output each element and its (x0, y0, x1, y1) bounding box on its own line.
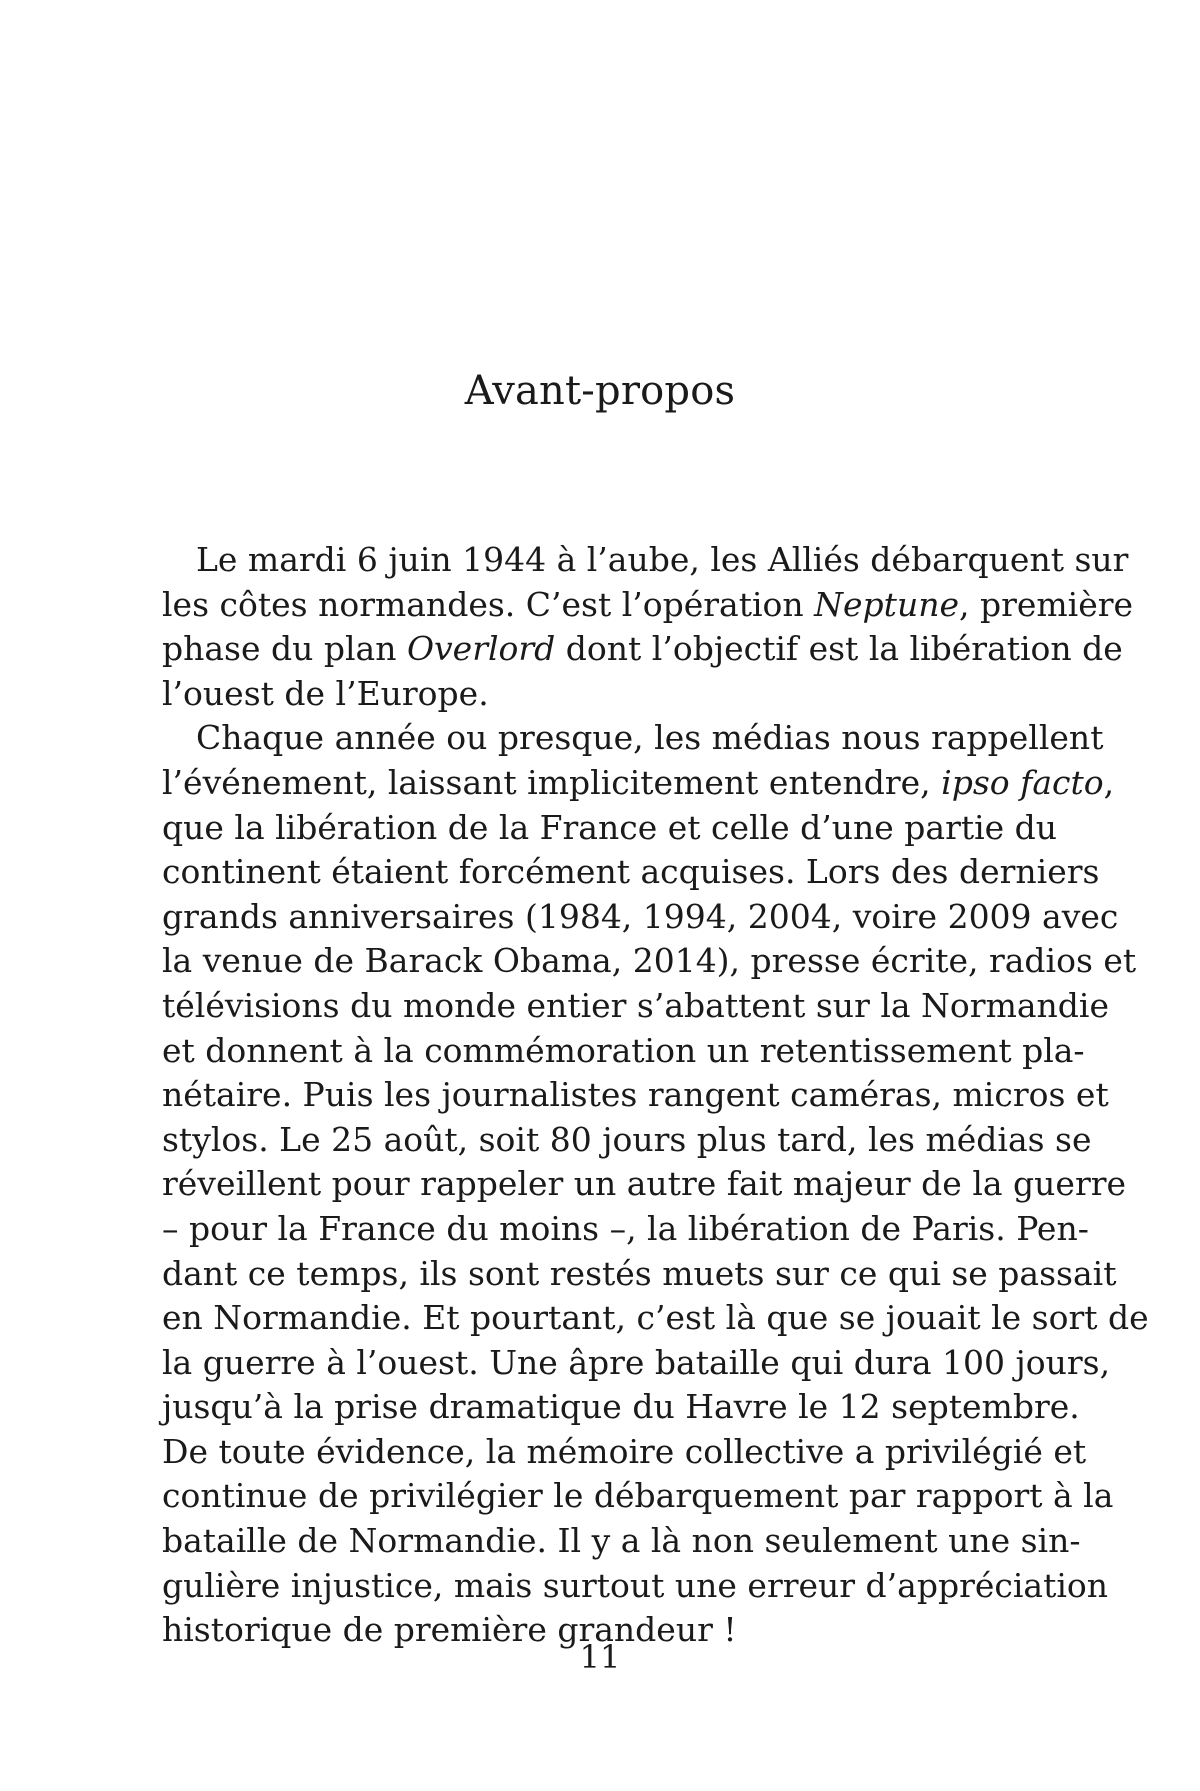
page-number: 11 (579, 1638, 621, 1676)
text-line (162, 1564, 1109, 1609)
text-line (162, 1118, 1092, 1163)
text-line (162, 1252, 1117, 1297)
text-segment: l’ouest de l’Europe. (162, 673, 489, 713)
text-line (162, 761, 1115, 806)
text-segment: télévisions du monde entier s’abattent sur la Normandie (162, 985, 1109, 1025)
paragraph (162, 716, 1149, 1652)
text-segment: De toute évidence, la mémoire collective a privilégié et (162, 1431, 1087, 1471)
text-segment: en Normandie. Et pourtant, c’est là que se jouait le sort de (162, 1298, 1149, 1338)
text-segment: Chaque année ou presque, les médias nous rappellent (196, 718, 1104, 758)
text-line (162, 1162, 1127, 1207)
text-segment: que la libération de la France et celle d’une partie du (162, 807, 1058, 847)
text-segment: et donnent à la commémoration un retentissement pla- (162, 1030, 1085, 1070)
text-segment: jusqu’à la prise dramatique du Havre le 12 septembre. (162, 1387, 1080, 1427)
text-segment: , première (958, 584, 1134, 624)
chapter-title: Avant-propos (464, 368, 736, 414)
italic-text: Neptune (814, 584, 959, 624)
text-segment: Le mardi 6 juin 1944 à l’aube, les Alliés débarquent sur (196, 540, 1129, 579)
text-line (162, 850, 1100, 895)
text-line (162, 1341, 1111, 1386)
text-segment: les côtes normandes. C’est l’opération (162, 584, 815, 624)
text-line (162, 716, 1104, 761)
paragraph (162, 538, 1134, 716)
text-line (162, 1385, 1080, 1430)
text-line (162, 583, 1134, 628)
italic-text: Overlord (406, 629, 556, 669)
text-line (162, 939, 1137, 984)
text-line (162, 627, 1123, 672)
text-line (162, 895, 1119, 940)
text-line (162, 1029, 1085, 1074)
text-segment: stylos. Le 25 août, soit 80 jours plus tard, les médias se (162, 1119, 1092, 1159)
text-line (162, 1073, 1109, 1118)
text-segment: grands anniversaires (1984, 1994, 2004, voire 2009 avec (162, 896, 1119, 936)
text-segment: , (1103, 762, 1115, 802)
text-segment: réveillent pour rappeler un autre fait majeur de la guerre (162, 1164, 1127, 1204)
text-line (162, 984, 1109, 1029)
text-segment: historique de première grandeur ! (162, 1610, 737, 1650)
text-line (162, 1519, 1081, 1564)
text-line (162, 1207, 1089, 1252)
text-line (162, 1296, 1149, 1341)
text-segment: l’événement, laissant implicitement entendre, (162, 762, 942, 802)
text-segment: gulière injustice, mais surtout une erreur d’appréciation (162, 1565, 1109, 1605)
text-segment: phase du plan (162, 629, 407, 669)
text-segment: dant ce temps, ils sont restés muets sur ce qui se passait (162, 1253, 1117, 1293)
text-segment: la venue de Barack Obama, 2014), presse écrite, radios et (162, 941, 1137, 981)
text-line (162, 1430, 1087, 1475)
text-segment: continent étaient forcément acquises. Lors des derniers (162, 852, 1100, 892)
text-segment: – pour la France du moins –, la libération de Paris. Pen- (162, 1208, 1089, 1248)
body-text (162, 538, 1149, 1653)
text-segment: dont l’objectif est la libération de (555, 629, 1123, 669)
text-line (162, 806, 1058, 851)
text-segment: continue de privilégier le débarquement par rapport à la (162, 1476, 1114, 1516)
text-segment: bataille de Normandie. Il y a là non seulement une sin- (162, 1521, 1081, 1561)
text-segment: la guerre à l’ouest. Une âpre bataille qui dura 100 jours, (162, 1342, 1111, 1382)
text-line (162, 1474, 1114, 1519)
italic-text: ipso facto (941, 762, 1104, 802)
text-line (162, 672, 1050, 717)
text-line (162, 538, 1129, 583)
text-segment: nétaire. Puis les journalistes rangent caméras, micros et (162, 1075, 1109, 1115)
